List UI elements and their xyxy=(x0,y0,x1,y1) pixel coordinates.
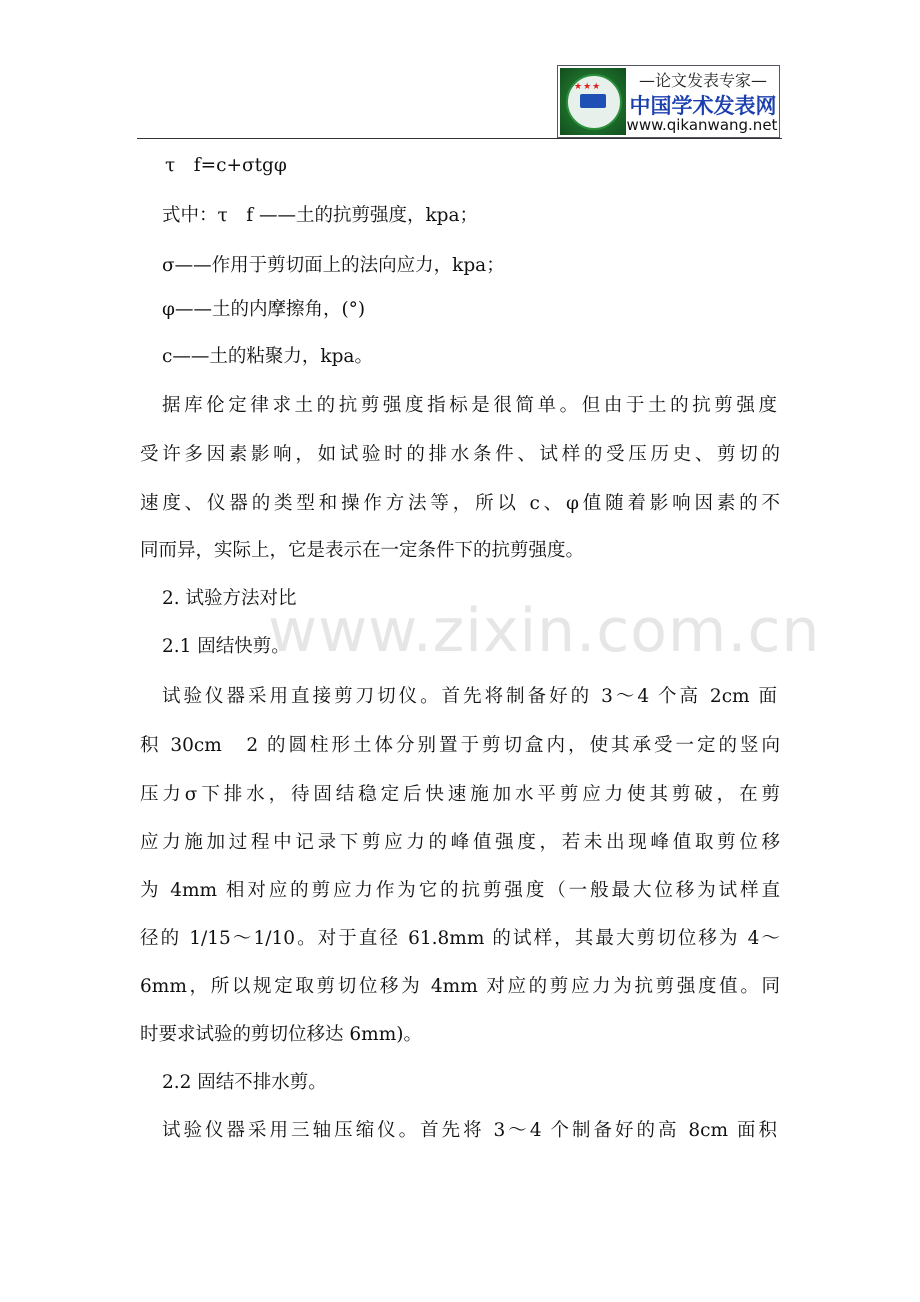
definition-line: c——土的粘聚力，kpa。 xyxy=(162,346,373,367)
logo-site-name: 中国学术发表网 xyxy=(629,94,777,118)
paragraph-line: 速度、仪器的类型和操作方法等，所以 c、φ值随着影响因素的不 xyxy=(140,493,780,514)
header-divider xyxy=(137,138,782,139)
logo-url: www.qikanwang.net xyxy=(626,116,778,134)
paragraph-line: 试验仪器采用直接剪刀切仪。首先将制备好的 3～4 个高 2cm 面 xyxy=(162,686,777,707)
site-logo xyxy=(557,65,780,138)
paragraph-line: 为 4mm 相对应的剪应力作为它的抗剪强度（一般最大位移为试样直 xyxy=(140,880,780,901)
watermark: www.zixin.com.cn xyxy=(268,596,821,666)
logo-seal-emblem: ★★★ xyxy=(560,68,626,135)
paragraph-line: 同而异，实际上，它是表示在一定条件下的抗剪强度。 xyxy=(140,540,585,561)
formula-line: τ f=c+σtgφ xyxy=(165,155,287,176)
paragraph-line: 6mm，所以规定取剪切位移为 4mm 对应的剪应力为抗剪强度值。同 xyxy=(140,976,780,997)
definition-line: φ——土的内摩擦角，(°) xyxy=(162,299,366,320)
paragraph-line: 据库伦定律求土的抗剪强度指标是很简单。但由于土的抗剪强度 xyxy=(162,395,777,416)
paragraph-line: 应力施加过程中记录下剪应力的峰值强度，若未出现峰值取剪位移 xyxy=(140,832,780,853)
paragraph-line: 径的 1/15～1/10。对于直径 61.8mm 的试样，其最大剪切位移为 4～ xyxy=(140,928,780,949)
subsection-heading: 2.2 固结不排水剪。 xyxy=(162,1072,327,1093)
subsection-heading: 2.1 固结快剪。 xyxy=(162,636,290,657)
logo-tagline: —论文发表专家— xyxy=(638,71,767,90)
paragraph-line: 压力σ下排水，待固结稳定后快速施加水平剪应力使其剪破，在剪 xyxy=(140,784,780,805)
paragraph-line: 积 30cm 2 的圆柱形土体分别置于剪切盒内，使其承受一定的竖向 xyxy=(140,735,780,756)
paragraph-line: 试验仪器采用三轴压缩仪。首先将 3～4 个制备好的高 8cm 面积 xyxy=(162,1120,777,1141)
definition-line: 式中：τ f ——土的抗剪强度，kpa； xyxy=(162,205,479,226)
paragraph-line: 受许多因素影响，如试验时的排水条件、试样的受压历史、剪切的 xyxy=(140,444,780,465)
paragraph-line: 时要求试验的剪切位移达 6mm)。 xyxy=(140,1024,422,1045)
section-heading: 2. 试验方法对比 xyxy=(162,588,297,609)
definition-line: σ——作用于剪切面上的法向应力，kpa； xyxy=(162,255,505,276)
